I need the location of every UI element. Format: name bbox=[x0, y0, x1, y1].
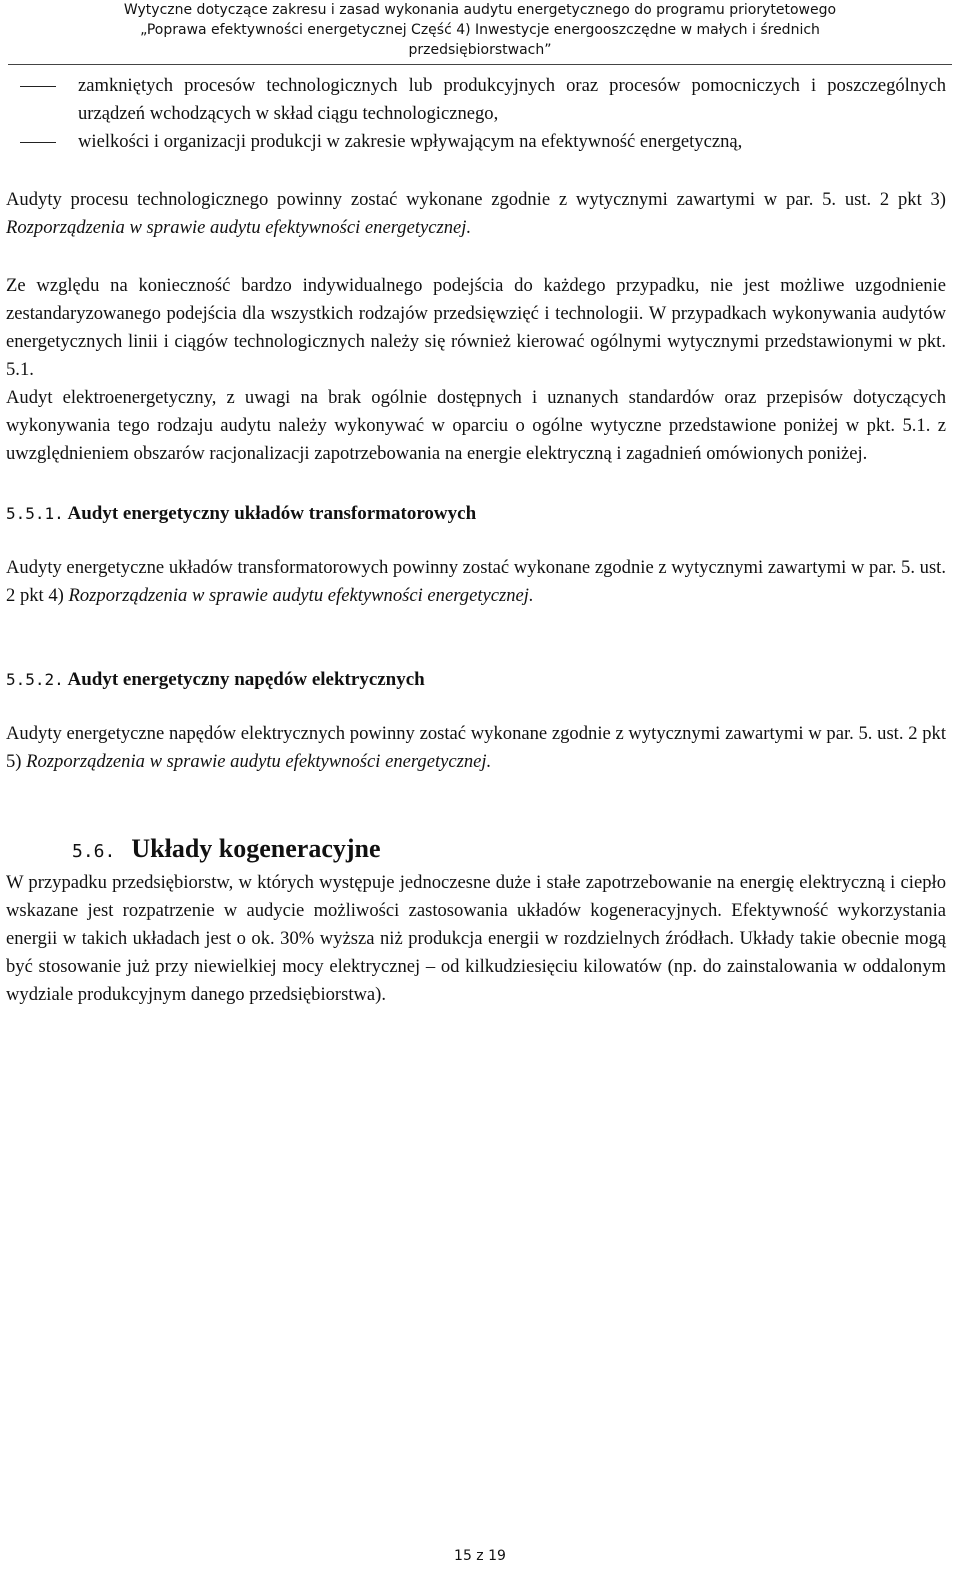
list-item-text: wielkości i organizacji produkcji w zakresie wpływającym na efektywność energetyczną, bbox=[78, 131, 743, 152]
section-heading-5-5-1: 5.5.1. Audyt energetyczny układów transformatorowych bbox=[6, 503, 477, 524]
header-divider bbox=[8, 64, 952, 65]
header-line-2: „Poprawa efektywności energetycznej Część 4) Inwestycje energooszczędne w małych i średnich bbox=[140, 22, 820, 38]
header-line-1: Wytyczne dotyczące zakresu i zasad wykonania audytu energetycznego do programu priorytetowego bbox=[123, 2, 837, 18]
paragraph-process-audits: Audyty procesu technologicznego powinny zostać wykonane zgodnie z wytycznymi zawartymi w par. 5. ust. 2 pkt 3) Rozporządzenia w sprawie audytu efektywności energetycznej. bbox=[6, 189, 946, 238]
regulation-reference: Rozporządzenia w sprawie audytu efektywności energetycznej. bbox=[68, 585, 534, 606]
list-item-text: zamkniętych procesów technologicznych lub produkcyjnych oraz procesów pomocniczych i poszczególnych urządzeń wchodzących w skład ciągu technologicznego, bbox=[78, 75, 946, 124]
paragraph-cogeneration: W przypadku przedsiębiorstw, w których występuje jednoczesne duże i stałe zapotrzebowanie na energię elektryczną i ciepło wskazane jest rozpatrzenie w audycie możliwości zastosowania układów kogeneracyjnych. Efektywność wykorzystania energii w takich układach jest o ok. 30% wyższa niż produkcja energii w rozdzielnych źródłach. Układy takie obecnie mogą być stosowanie już przy niewielkiej mocy elektrycznej – od kilkudziesięciu kilowatów (np. do zainstalowania w oddalonym wydziale produkcyjnym danego przedsiębiorstwa). bbox=[6, 872, 946, 1005]
dash-bullet-icon bbox=[20, 72, 56, 100]
paragraph-individual-approach: Ze względu na konieczność bardzo indywidualnego podejścia do każdego przypadku, nie jest możliwe uzgodnienie zestandaryzowanego podejścia dla wszystkich rodzajów przedsięwzięć i technologii. W przypadkach wykonywania audytów energetycznych linii i ciągów technologicznych należy się również kierować ogólnymi wytycznymi przedstawionymi w pkt. 5.1. bbox=[6, 275, 946, 380]
section-heading-5-5-2: 5.5.2. Audyt energetyczny napędów elektrycznych bbox=[6, 669, 425, 690]
document-body bbox=[6, 72, 946, 1009]
paragraph-transformer-audits: Audyty energetyczne układów transformatorowych powinny zostać wykonane zgodnie z wytycznymi zawartymi w par. 5. ust. 2 pkt 4) Rozporządzenia w sprawie audytu efektywności energetycznej. bbox=[6, 557, 946, 606]
section-heading-5-6: 5.6. Układy kogeneracyjne bbox=[72, 834, 381, 863]
regulation-reference: Rozporządzenia w sprawie audytu efektywności energetycznej. bbox=[26, 751, 492, 772]
list-item bbox=[6, 128, 946, 156]
paragraph-drive-audits: Audyty energetyczne napędów elektrycznych powinny zostać wykonane zgodnie z wytycznymi zawartymi w par. 5. ust. 2 pkt 5) Rozporządzenia w sprawie audytu efektywności energetycznej. bbox=[6, 723, 946, 772]
paragraph-electro-audit: Audyt elektroenergetyczny, z uwagi na brak ogólnie dostępnych i uznanych standardów oraz przepisów dotyczących wykonywania tego rodzaju audytu należy wykonywać w oparciu o ogólne wytyczne przedstawione poniżej w pkt. 5.1. z uwzględnieniem obszarów racjonalizacji zapotrzebowania na energie elektryczną i zagadnień omówionych poniżej. bbox=[6, 387, 946, 464]
regulation-reference: Rozporządzenia w sprawie audytu efektywności energetycznej. bbox=[6, 217, 472, 238]
page-number: 15 z 19 bbox=[454, 1548, 506, 1564]
page-header bbox=[0, 0, 960, 60]
dash-bullet-icon bbox=[20, 128, 56, 156]
header-line-3: przedsiębiorstwach” bbox=[408, 42, 552, 58]
list-item bbox=[6, 72, 946, 128]
